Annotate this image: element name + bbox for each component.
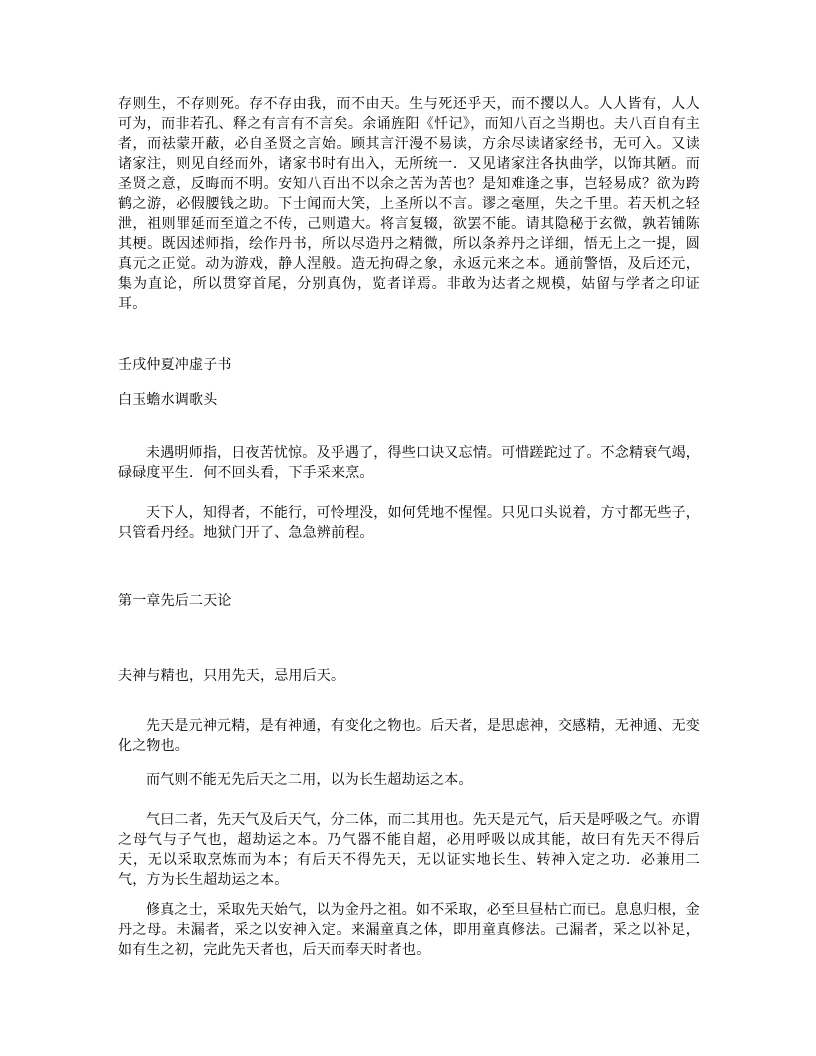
- poem-stanza-1: 未遇明师指，日夜苦忧惊。及乎遇了，得些口诀又忘情。可惜蹉跎过了。不念精衰气竭，碌碌度平生．何不回头看，下手采来烹。: [118, 446, 700, 481]
- body-paragraph-1: 先天是元神元精，是有神通，有变化之物也。后天者，是思虑神，交感精，无神通、无变化之物也。: [118, 719, 700, 754]
- chapter-opening-line: 夫神与精也，只用先天，忌用后天。: [118, 669, 346, 684]
- poem-title: 白玉蟾水调歌头: [118, 393, 218, 408]
- poem-stanza-2: 天下人，知得者，不能行，可怜埋没，如何凭地不惺惺。只见口头说着，方寸都无些子，只管看丹经。地狱门开了、急急辨前程。: [118, 506, 700, 541]
- body-paragraph-3: 气曰二者，先天气及后天气，分二体，而二其用也。先天是元气，后天是呼吸之气。亦谓之母气与子气也，超劫运之本。乃气器不能自超，必用呼吸以成其能，故曰有先天不得后天，无以采取烹炼而为本；有后天不得先天，无以证实地长生、转神入定之功．必兼用二气，方为长生超劫运之本。: [118, 813, 700, 888]
- body-paragraph-4: 修真之士，采取先天始气，以为金丹之祖。如不采取，必至旦昼枯亡而已。息息归根，金丹之母。未漏者，采之以安神入定。来漏童真之体，即用童真修法。己漏者，采之以补足，如有生之初，完此先天者也，后天而奉天时者也。: [118, 903, 700, 958]
- chapter-heading: 第一章先后二天论: [118, 594, 232, 609]
- preface-paragraph: 存则生，不存则死。存不存由我，而不由天。生与死还乎天，而不撄以人。人人皆有，人人可为，而非若孔、释之有言有不言矣。余诵旌阳《忏记》，而知八百之当期也。夫八百自有主者，而祛蒙开蔽，必自圣贤之言始。顾其言汗漫不易读，方余尽读诸家经书，无可入。又读诸家注，则见自经而外，诸家书时有出入，无所统一．又见诸家注各执曲学，以饰其陋。而圣贤之意，反晦而不明。安知八百出不以余之苦为苦也？是知难逢之事，岂轻易成？欲为跨鹤之游，必假腰钱之助。下士闻而大笑，上圣所以不言。谬之毫厘，失之千里。若天机之轻泄，祖则罪延而至道之不传，己则遣大。将言复辍，欲罢不能。请其隐秘于玄微，孰若铺陈其梗。既因述师指，绘作丹书，所以尽造丹之精微，所以条养丹之详细，悟无上之一提，圆真元之正觉。动为游戏，静人涅般。造无拘碍之象，永返元来之本。通前警悟，及后还元，集为直论，所以贯穿首尾，分别真伪，览者详焉。非敢为达者之规模，姑留与学者之印证耳。: [118, 97, 700, 312]
- signature-line: 壬戌仲夏冲虚子书: [118, 358, 232, 373]
- document-text-body: [118, 95, 700, 961]
- body-paragraph-2: 而气则不能无先后天之二用，以为长生超劫运之本。: [146, 773, 473, 788]
